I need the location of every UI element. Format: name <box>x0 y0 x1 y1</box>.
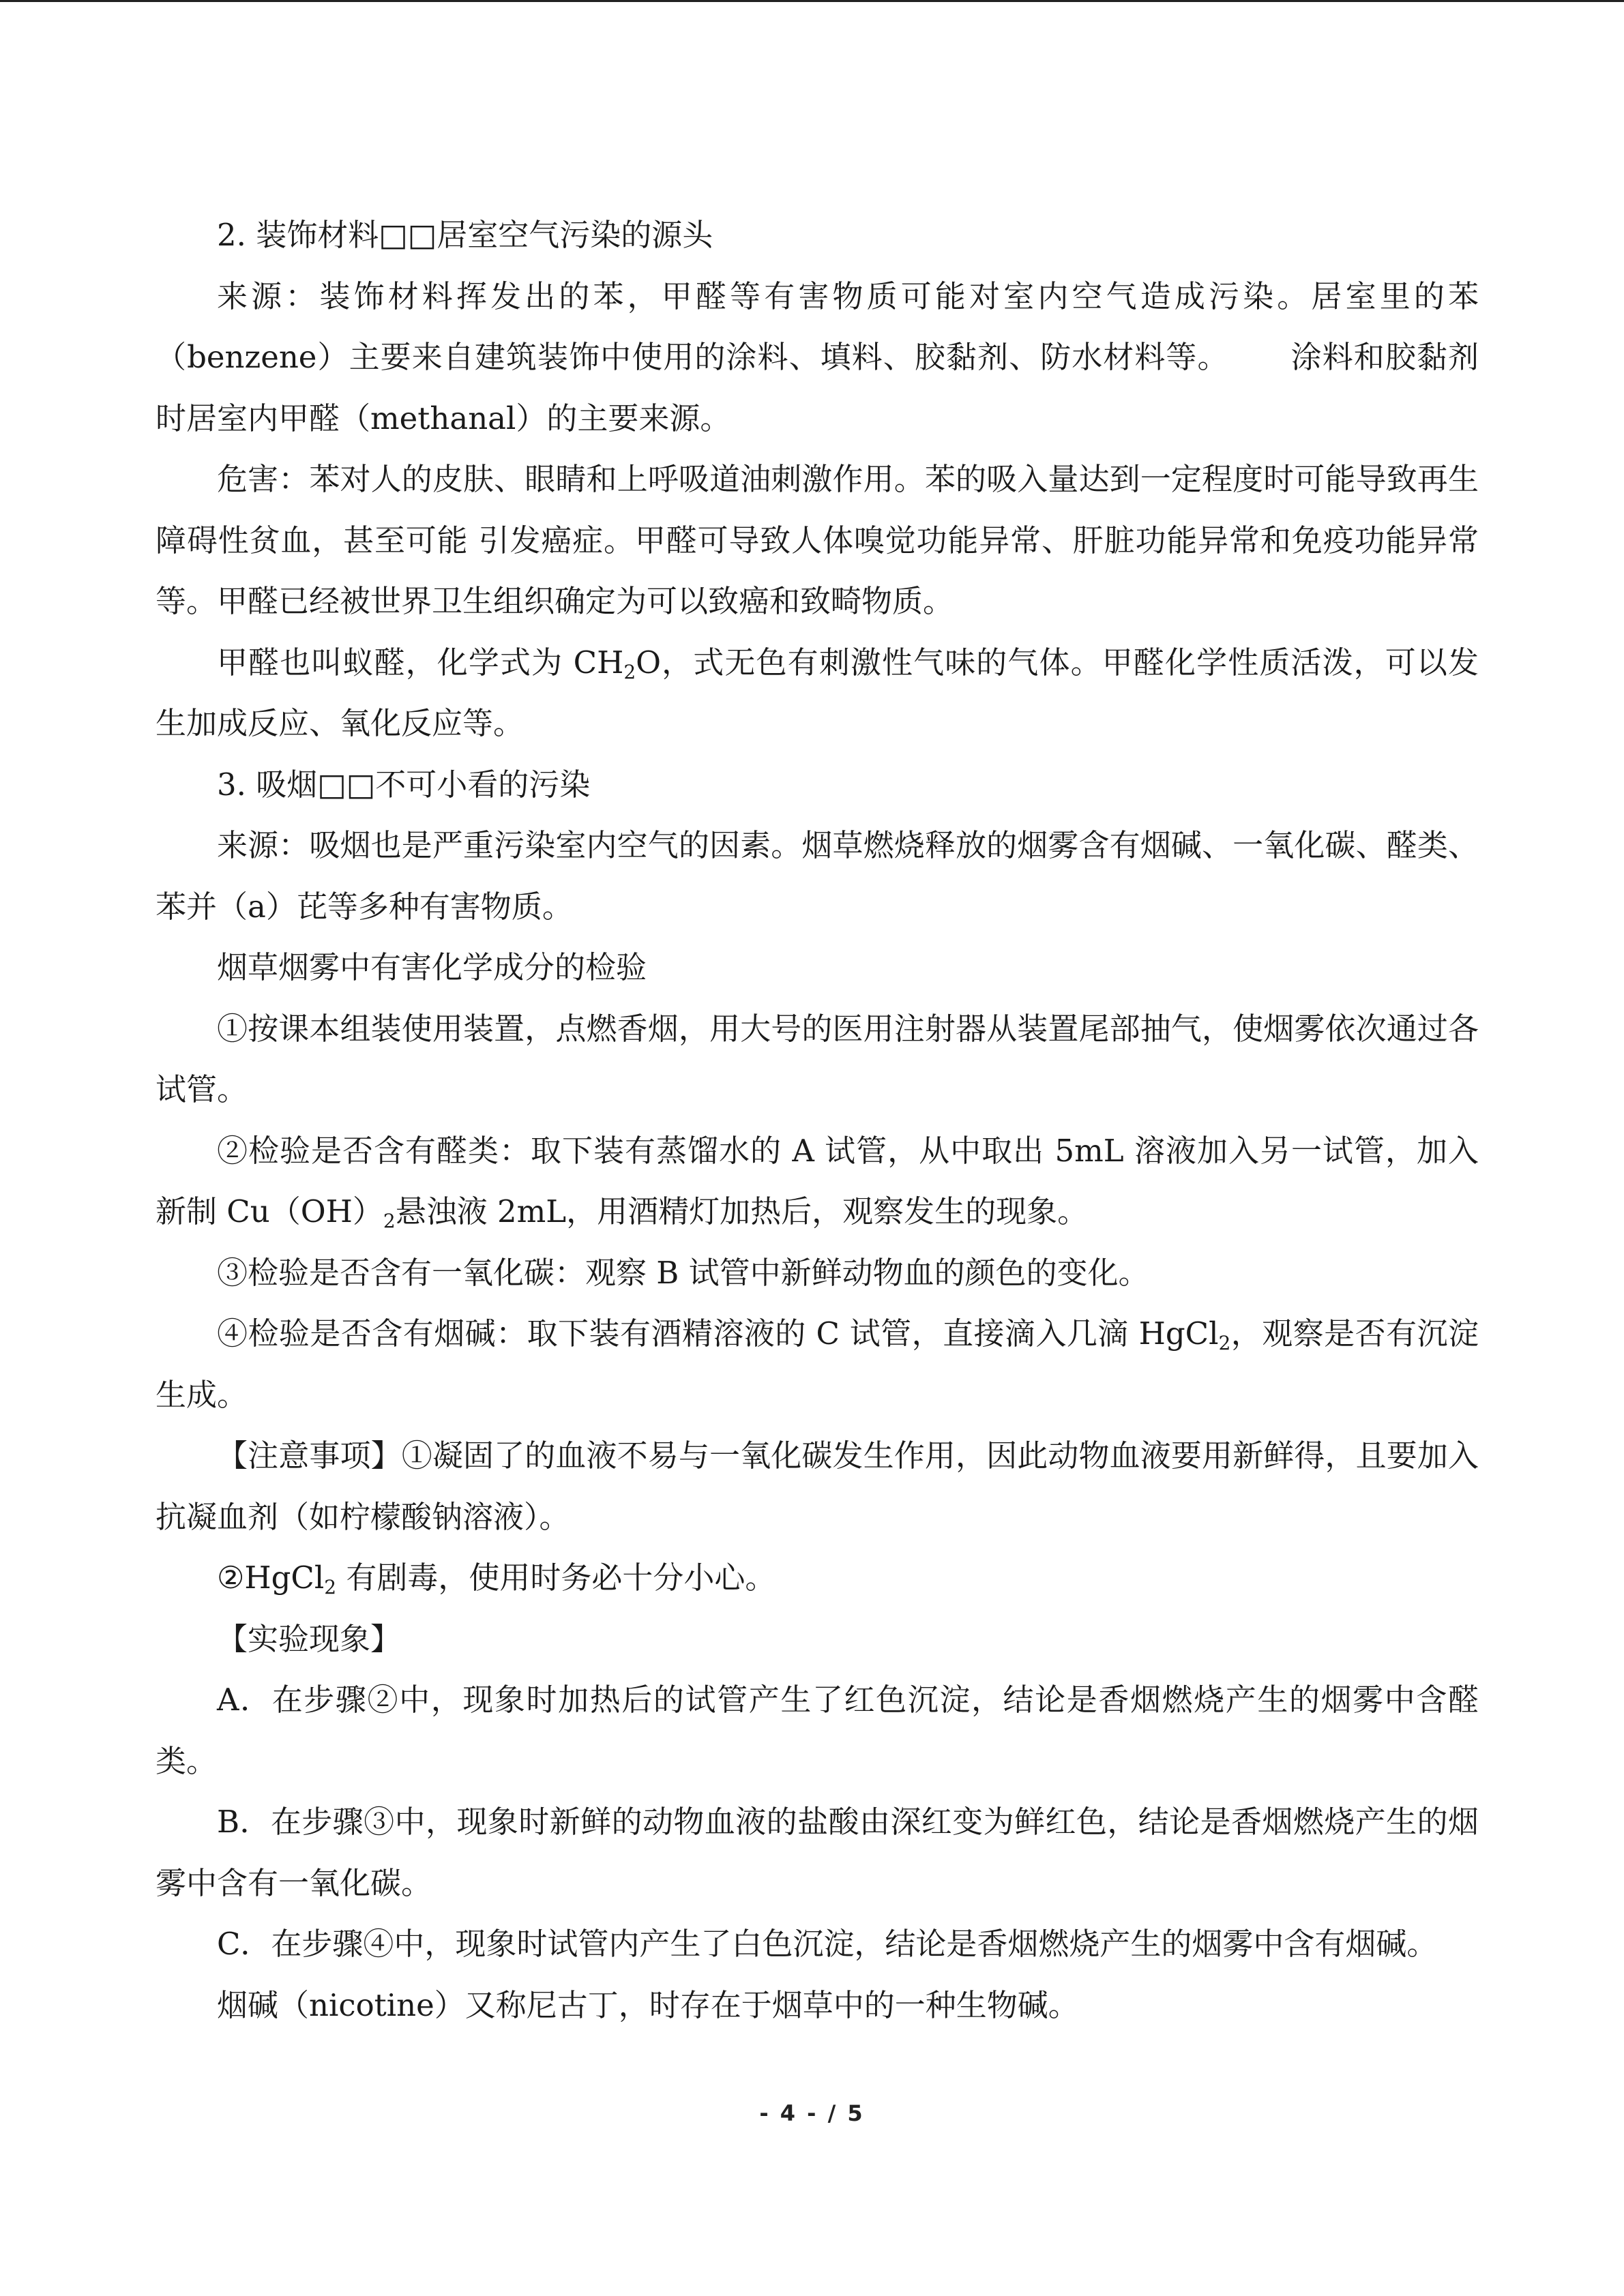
paragraph-precautions: 【注意事项】①凝固了的血液不易与一氧化碳发生作用，因此动物血液要用新鲜得，且要加入抗凝血剂（如柠檬酸钠溶液）。 <box>156 1437 1479 1535</box>
paragraph-result-a: A．在步骤②中，现象时加热后的试管产生了红色沉淀，结论是香烟燃烧产生的烟雾中含醛类。 <box>156 1682 1479 1779</box>
paragraph-benzene-hazard: 危害：苯对人的皮肤、眼睛和上呼吸道油刺激作用。苯的吸入量达到一定程度时可能导致再生障碍性贫血，甚至可能 引发癌症。甲醛可导致人体嗅觉功能异常、肝脏功能异常和免疫功能异常等。甲醛已经被世界卫生组织确定为可以致癌和致畸物质。 <box>156 461 1479 619</box>
paragraph-nicotine: 烟碱（nicotine）又称尼古丁，时存在于烟草中的一种生物碱。 <box>217 1986 1079 2023</box>
top-border-line <box>0 0 1624 2</box>
section-heading-decoration-materials: 2. 装饰材料□□居室空气污染的源头 <box>217 217 713 253</box>
paragraph-benzene-source: 来源：装饰材料挥发出的苯，甲醛等有害物质可能对室内空气造成污染。居室里的苯（benzene）主要来自建筑装饰中使用的涂料、填料、胶黏剂、防水材料等。 涂料和胶黏剂时居室内甲醛（methanal）的主要来源。 <box>156 278 1479 436</box>
paragraph-step-2: ②检验是否含有醛类：取下装有蒸馏水的 A 试管，从中取出 5mL 溶液加入另一试管，加入新制 $Cu(OH)_2$悬浊液 2mL，用酒精灯加热后，观察发生的现象。 <box>156 1132 1479 1232</box>
paragraph-smoking-source: 来源：吸烟也是严重污染室内空气的因素。烟草燃烧释放的烟雾含有烟碱、一氧化碳、醛类、苯并（a）芘等多种有害物质。 <box>156 827 1479 925</box>
paragraph-result-c: C．在步骤④中，现象时试管内产生了白色沉淀，结论是香烟燃烧产生的烟雾中含有烟碱。 <box>217 1926 1438 1962</box>
paragraph-step-3: ③检验是否含有一氧化碳：观察 B 试管中新鲜动物血的颜色的变化。 <box>217 1254 1149 1291</box>
document-body <box>156 205 1479 2036</box>
paragraph-result-b: B．在步骤③中，现象时新鲜的动物血液的盐酸由深红变为鲜红色，结论是香烟燃烧产生的烟雾中含有一氧化碳。 <box>156 1804 1479 1901</box>
paragraph-step-1: ①按课本组装使用装置，点燃香烟，用大号的医用注射器从装置尾部抽气，使烟雾依次通过各试管。 <box>156 1010 1479 1107</box>
paragraph-step-4: ④检验是否含有烟碱：取下装有酒精溶液的 C 试管，直接滴入几滴 HgCl$_2$，观察是否有沉淀生成。 <box>156 1315 1479 1413</box>
page-number: - 4 - / 5 <box>759 2100 865 2126</box>
paragraph-phenomena-title: 【实验现象】 <box>217 1620 402 1657</box>
paragraph-hgcl2-warning: ②HgCl$_2$ 有剧毒，使用时务必十分小心。 <box>217 1560 776 1598</box>
paragraph-smoke-test-title: 烟草烟雾中有害化学成分的检验 <box>217 949 647 985</box>
paragraph-formaldehyde: 甲醛也叫蚁醛，化学式为 $CH_2O$，式无色有刺激性气味的气体。甲醛化学性质活泼，可以发生加成反应、氧化反应等。 <box>156 644 1479 741</box>
section-heading-smoking: 3. 吸烟□□不可小看的污染 <box>217 766 591 803</box>
